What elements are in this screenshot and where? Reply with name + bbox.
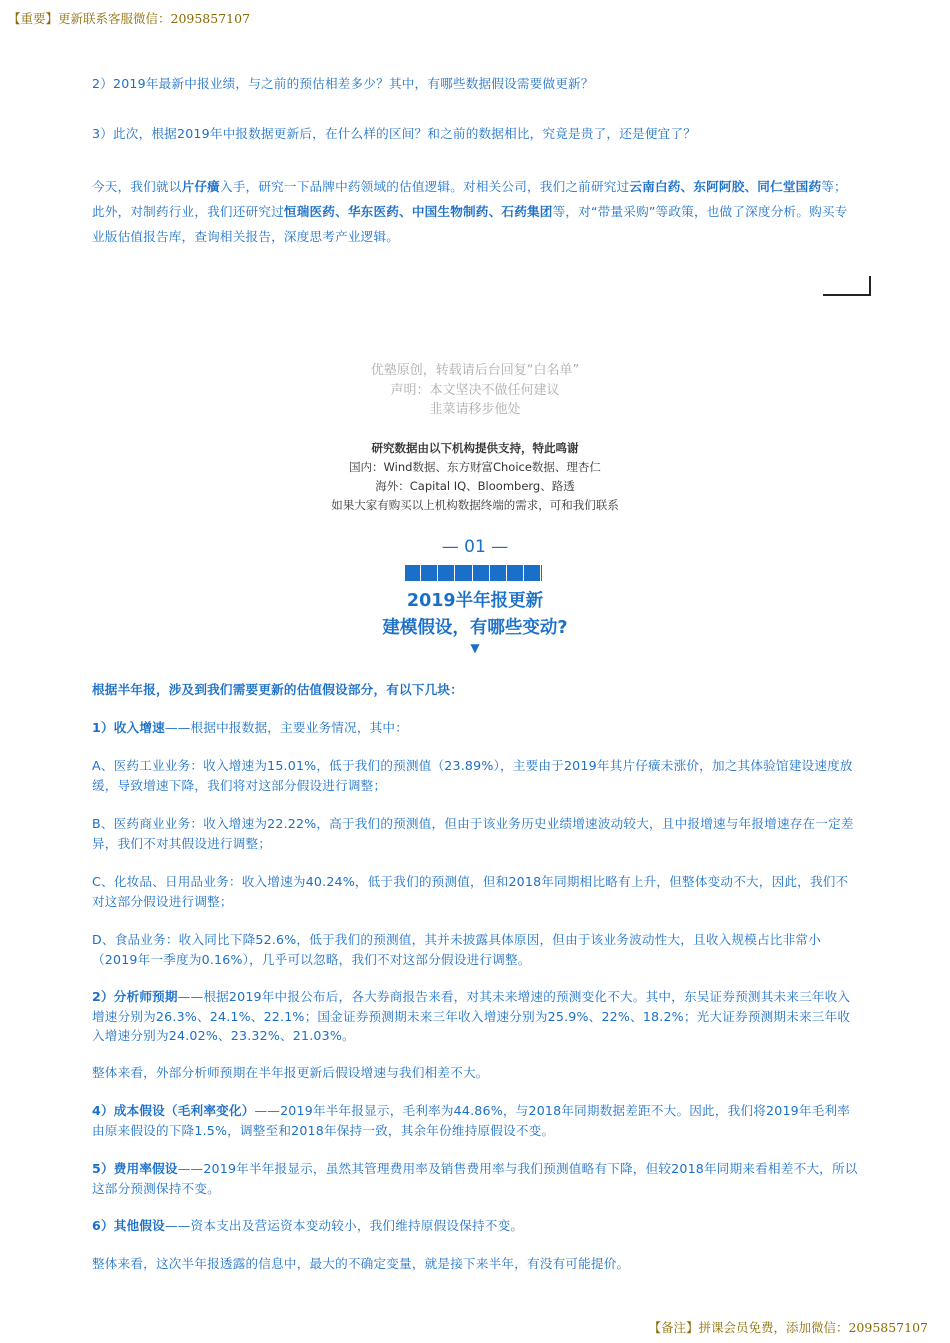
item-cost-assumption [92, 1101, 858, 1140]
section-title-2: 建模假设，有哪些变动? [382, 618, 568, 638]
intro-highlight-tcm-companies: 云南白药、东阿阿胶、同仁堂国药 [629, 179, 822, 194]
item-analyst-expectations [92, 987, 858, 1046]
item-text: ——2019年半年报显示，虽然其管理费用率及销售费用率与我们预测值略有下降，但较2018年同期来看相差不大，所以这部分预测保持不变。 [92, 1161, 858, 1196]
sources-title: 研究数据由以下机构提供支持，特此鸣谢 [371, 441, 579, 455]
body-lead: 根据半年报，涉及到我们需要更新的估值假设部分，有以下几块： [92, 682, 464, 697]
item-text: ——根据2019年中报公布后，各大券商报告来看，对其未来增速的预测变化不大。其中，东吴证券预测其未来三年收入增速分别为26.3%、24.1%、22.1%；国金证券预测期未来三年收入增速分别为25.9%、22%、18.2%；光大证券预测期未来三年收入增速分别为24.02%、23.32%、21.03%。 [92, 989, 851, 1043]
item-heading: 5）费用率假设 [92, 1161, 178, 1176]
conclusion: 整体来看，这次半年报透露的信息中，最大的不确定变量，就是接下来半年，有没有可能提价。 [92, 1256, 630, 1271]
disclaimer: 声明：本文坚决不做任何建议 [390, 383, 560, 398]
intro-highlight-pharma-companies: 恒瑞医药、华东医药、中国生物制药、石药集团 [283, 204, 553, 219]
disclaimer-2: 韭菜请移步他处 [429, 402, 521, 417]
footer-contact-note: 【备注】拼课会员免费，添加微信：2095857107 [648, 1320, 928, 1335]
analyst-summary: 整体来看，外部分析师预期在半年报更新后假设增速与我们相差不大。 [92, 1065, 489, 1080]
item-heading: 2）分析师预期 [92, 989, 178, 1004]
item-other-assumptions [92, 1216, 858, 1236]
section-number: — 01 — [441, 537, 509, 557]
item-cosmetics: C、化妆品、日用品业务：收入增速为40.24%，低于我们的预测值，但和2018年同期相比略有上升，但整体变动不大，因此，我们不对这部分假设进行调整； [92, 874, 849, 909]
item-food: D、食品业务：收入同比下降52.6%，低于我们的预测值，其并未披露具体原因，但由于该业务波动性大，且收入规模占比非常小（2019年一季度为0.16%），几乎可以忽略，我们不对这部分假设进行调整。 [92, 932, 821, 967]
item-expense-ratio [92, 1159, 858, 1198]
intro-text: 等；此外，对制药行业，我们还研究过 [92, 179, 847, 219]
item-heading: 1）收入增速 [92, 720, 165, 735]
item-text: ——根据中报数据，主要业务情况，其中： [164, 720, 409, 735]
sources-contact: 如果大家有购买以上机构数据终端的需求，可和我们联系 [331, 498, 619, 512]
item-heading: 4）成本假设（毛利率变化） [92, 1103, 255, 1118]
intro-text: 入手，研究一下品牌中药领域的估值逻辑。对相关公司，我们之前研究过 [219, 179, 630, 194]
header-contact-note: 【重要】更新联系客服微信：2095857107 [8, 11, 251, 26]
intro-highlight-company: 片仔癀 [181, 179, 220, 194]
item-text: ——2019年半年报显示，毛利率为44.86%，与2018年同期数据差距不大。因此，我们将2019年毛利率由原来假设的下降1.5%，调整至和2018年保持一致，其余年份维持原假设不变。 [92, 1103, 851, 1138]
intro-paragraph [92, 174, 858, 249]
item-text: ——资本支出及营运资本变动较小，我们维持原假设保持不变。 [164, 1218, 524, 1233]
item-heading: 6）其他假设 [92, 1218, 165, 1233]
section-arrow-icon: ▼ [470, 641, 480, 655]
corner-bracket-divider [823, 276, 871, 296]
sources-overseas: 海外：Capital IQ、Bloomberg、路透 [375, 479, 575, 493]
original-notice: 优塾原创，转载请后台回复“白名单” [370, 363, 580, 378]
intro-question-2: 2）2019年最新中报业绩，与之前的预估相差多少？其中，有哪些数据假设需要做更新？ [92, 76, 594, 91]
section-block-bar [405, 565, 542, 581]
sources-domestic: 国内：Wind数据、东方财富Choice数据、理杏仁 [349, 460, 601, 474]
item-pharma-industry: A、医药工业业务：收入增速为15.01%，低于我们的预测值（23.89%），主要由于2019年其片仔癀未涨价，加之其体验馆建设速度放缓，导致增速下降，我们将对这部分假设进行调整； [92, 758, 853, 793]
section-title-1: 2019半年报更新 [406, 591, 544, 611]
intro-text: 今天，我们就以 [92, 179, 182, 194]
item-pharma-commerce: B、医药商业业务：收入增速为22.22%，高于我们的预测值，但由于该业务历史业绩增速波动较大，且中报增速与年报增速存在一定差异，我们不对其假设进行调整； [92, 816, 854, 851]
intro-question-3: 3）此次，根据2019年中报数据更新后，在什么样的区间？和之前的数据相比，究竟是贵了，还是便宜了？ [92, 126, 696, 141]
item-revenue-growth [92, 718, 858, 738]
intro-text: 等，对“带量采购”等政策，也做了深度分析。购买专业版估值报告库，查询相关报告，深度思考产业逻辑。 [92, 204, 848, 244]
